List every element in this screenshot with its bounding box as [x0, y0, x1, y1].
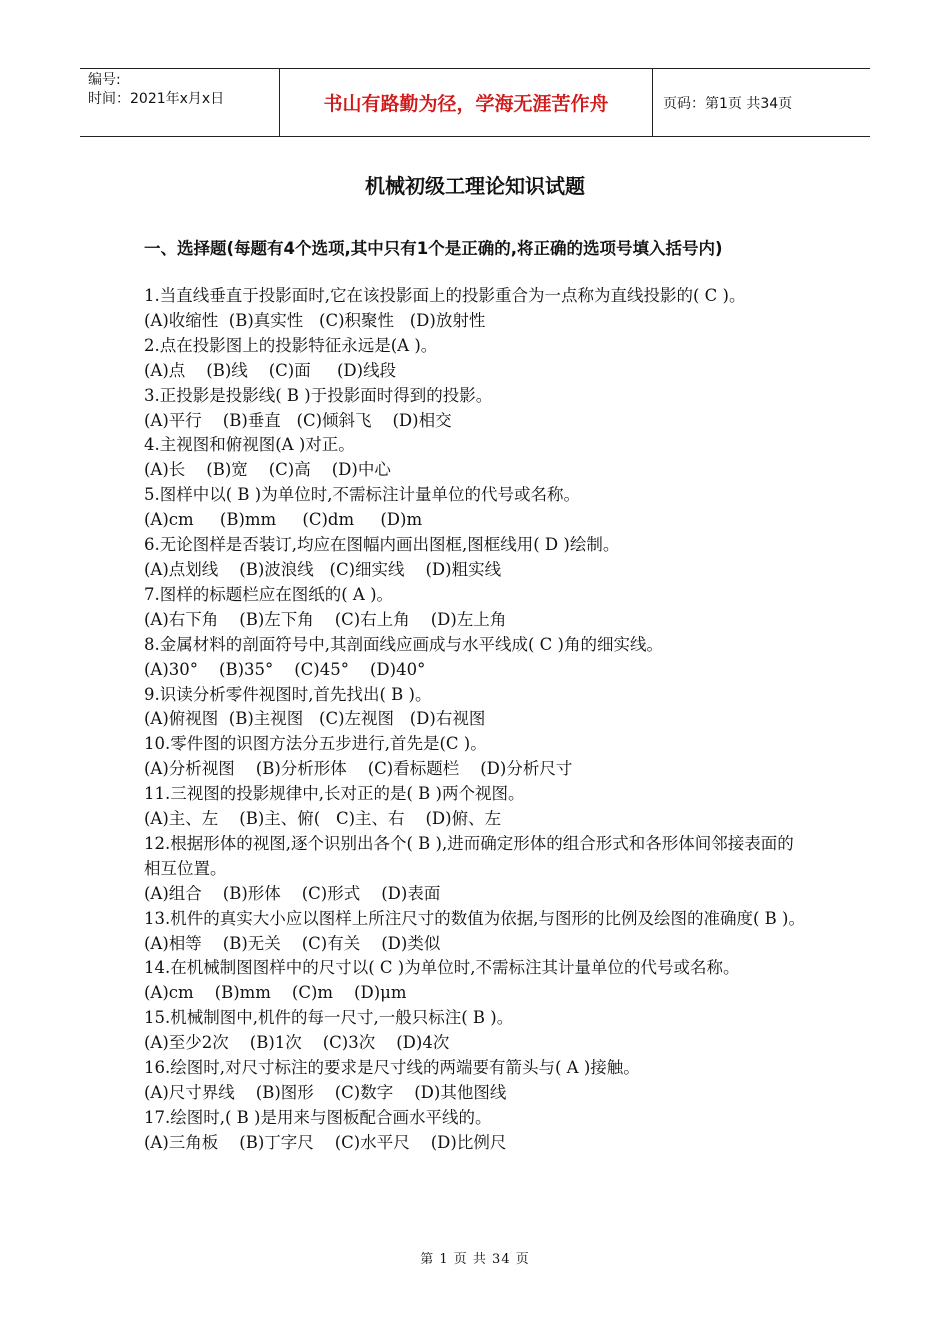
question-options: (A)尺寸界线 (B)图形 (C)数字 (D)其他图线 — [144, 1083, 507, 1102]
question-text: 3.正投影是投影线( B )于投影面时得到的投影。 — [144, 385, 493, 405]
question-item — [144, 1056, 809, 1106]
page-header — [80, 68, 870, 137]
question-options: (A)cm (B)mm (C)m (D)μm — [144, 983, 407, 1003]
question-text: 10.零件图的识图方法分五步进行,首先是(C )。 — [144, 734, 487, 754]
question-text: 14.在机械制图图样中的尺寸以( C )为单位时,不需标注其计量单位的代号或名称。 — [144, 958, 740, 978]
question-item — [144, 284, 809, 334]
question-text: 7.图样的标题栏应在图纸的( A )。 — [144, 584, 394, 604]
section-heading: 一、选择题(每题有4个选项,其中只有1个是正确的,将正确的选项号填入括号内) — [144, 239, 723, 258]
document-date: 时间：2021年x月x日 — [88, 91, 225, 107]
question-item — [144, 1006, 809, 1056]
question-text: 8.金属材料的剖面符号中,其剖面线应画成与水平线成( C )角的细实线。 — [144, 634, 663, 654]
document-title: 机械初级工理论知识试题 — [365, 174, 585, 198]
question-item — [144, 956, 809, 1006]
question-options: (A)长 (B)宽 (C)高 (D)中心 — [144, 460, 391, 480]
question-text: 6.无论图样是否装订,均应在图幅内画出图框,图框线用( D )绘制。 — [144, 535, 620, 555]
question-options: (A)组合 (B)形体 (C)形式 (D)表面 — [144, 883, 441, 903]
question-options: (A)收缩性 (B)真实性 (C)积聚性 (D)放射性 — [144, 310, 486, 330]
question-options: (A)cm (B)mm (C)dm (D)m — [144, 510, 423, 530]
question-text: 4.主视图和俯视图(A )对正。 — [144, 435, 355, 455]
question-item — [144, 384, 809, 434]
question-list — [144, 284, 809, 1156]
question-options: (A)点 (B)线 (C)面 (D)线段 — [144, 360, 397, 380]
question-options: (A)俯视图 (B)主视图 (C)左视图 (D)右视图 — [144, 709, 486, 729]
header-page-number: 页码：第1页 共34页 — [663, 95, 793, 112]
question-item — [144, 782, 809, 832]
question-options: (A)右下角 (B)左下角 (C)右上角 (D)左上角 — [144, 609, 507, 629]
question-item — [144, 683, 809, 733]
question-options: (A)主、左 (B)主、俯( C)主、右 (D)俯、左 — [144, 809, 502, 829]
question-item — [144, 1106, 809, 1156]
header-motto: 书山有路勤为径，学海无涯苦作舟 — [280, 69, 653, 136]
page-footer: 第 1 页 共 34 页 — [420, 1252, 530, 1267]
question-item — [144, 533, 809, 583]
question-item — [144, 433, 809, 483]
question-text: 9.识读分析零件视图时,首先找出( B )。 — [144, 684, 432, 704]
question-text: 5.图样中以( B )为单位时,不需标注计量单位的代号或名称。 — [144, 485, 580, 505]
question-options: (A)点划线 (B)波浪线 (C)细实线 (D)粗实线 — [144, 559, 502, 579]
question-item — [144, 832, 809, 907]
question-options: (A)30° (B)35° (C)45° (D)40° — [144, 659, 426, 679]
question-item — [144, 633, 809, 683]
question-options: (A)相等 (B)无关 (C)有关 (D)类似 — [144, 933, 441, 953]
question-text: 2.点在投影图上的投影特征永远是(A )。 — [144, 335, 438, 355]
question-text: 1.当直线垂直于投影面时,它在该投影面上的投影重合为一点称为直线投影的( C )。 — [144, 286, 746, 305]
question-item — [144, 483, 809, 533]
question-item — [144, 583, 809, 633]
question-text: 13.机件的真实大小应以图样上所注尺寸的数值为依据,与图形的比例及绘图的准确度( B )。 — [144, 908, 805, 928]
question-text: 16.绘图时,对尺寸标注的要求是尺寸线的两端要有箭头与( A )接触。 — [144, 1058, 640, 1078]
question-item — [144, 732, 809, 782]
document-number-label: 编号: — [88, 72, 121, 88]
question-text: 17.绘图时,( B )是用来与图板配合画水平线的。 — [144, 1107, 492, 1127]
question-text: 15.机械制图中,机件的每一尺寸,一般只标注( B )。 — [144, 1008, 514, 1028]
question-options: (A)分析视图 (B)分析形体 (C)看标题栏 (D)分析尺寸 — [144, 759, 573, 779]
question-text: 12.根据形体的视图,逐个识别出各个( B ),进而确定形体的组合形式和各形体间邻接表面的相互位置。 — [144, 833, 794, 878]
question-item — [144, 334, 809, 384]
question-options: (A)至少2次 (B)1次 (C)3次 (D)4次 — [144, 1033, 450, 1053]
question-text: 11.三视图的投影规律中,长对正的是( B )两个视图。 — [144, 784, 525, 804]
header-meta — [80, 69, 280, 136]
question-options: (A)三角板 (B)丁字尺 (C)水平尺 (D)比例尺 — [144, 1132, 507, 1152]
question-item — [144, 907, 809, 957]
question-options: (A)平行 (B)垂直 (C)倾斜飞 (D)相交 — [144, 410, 452, 430]
